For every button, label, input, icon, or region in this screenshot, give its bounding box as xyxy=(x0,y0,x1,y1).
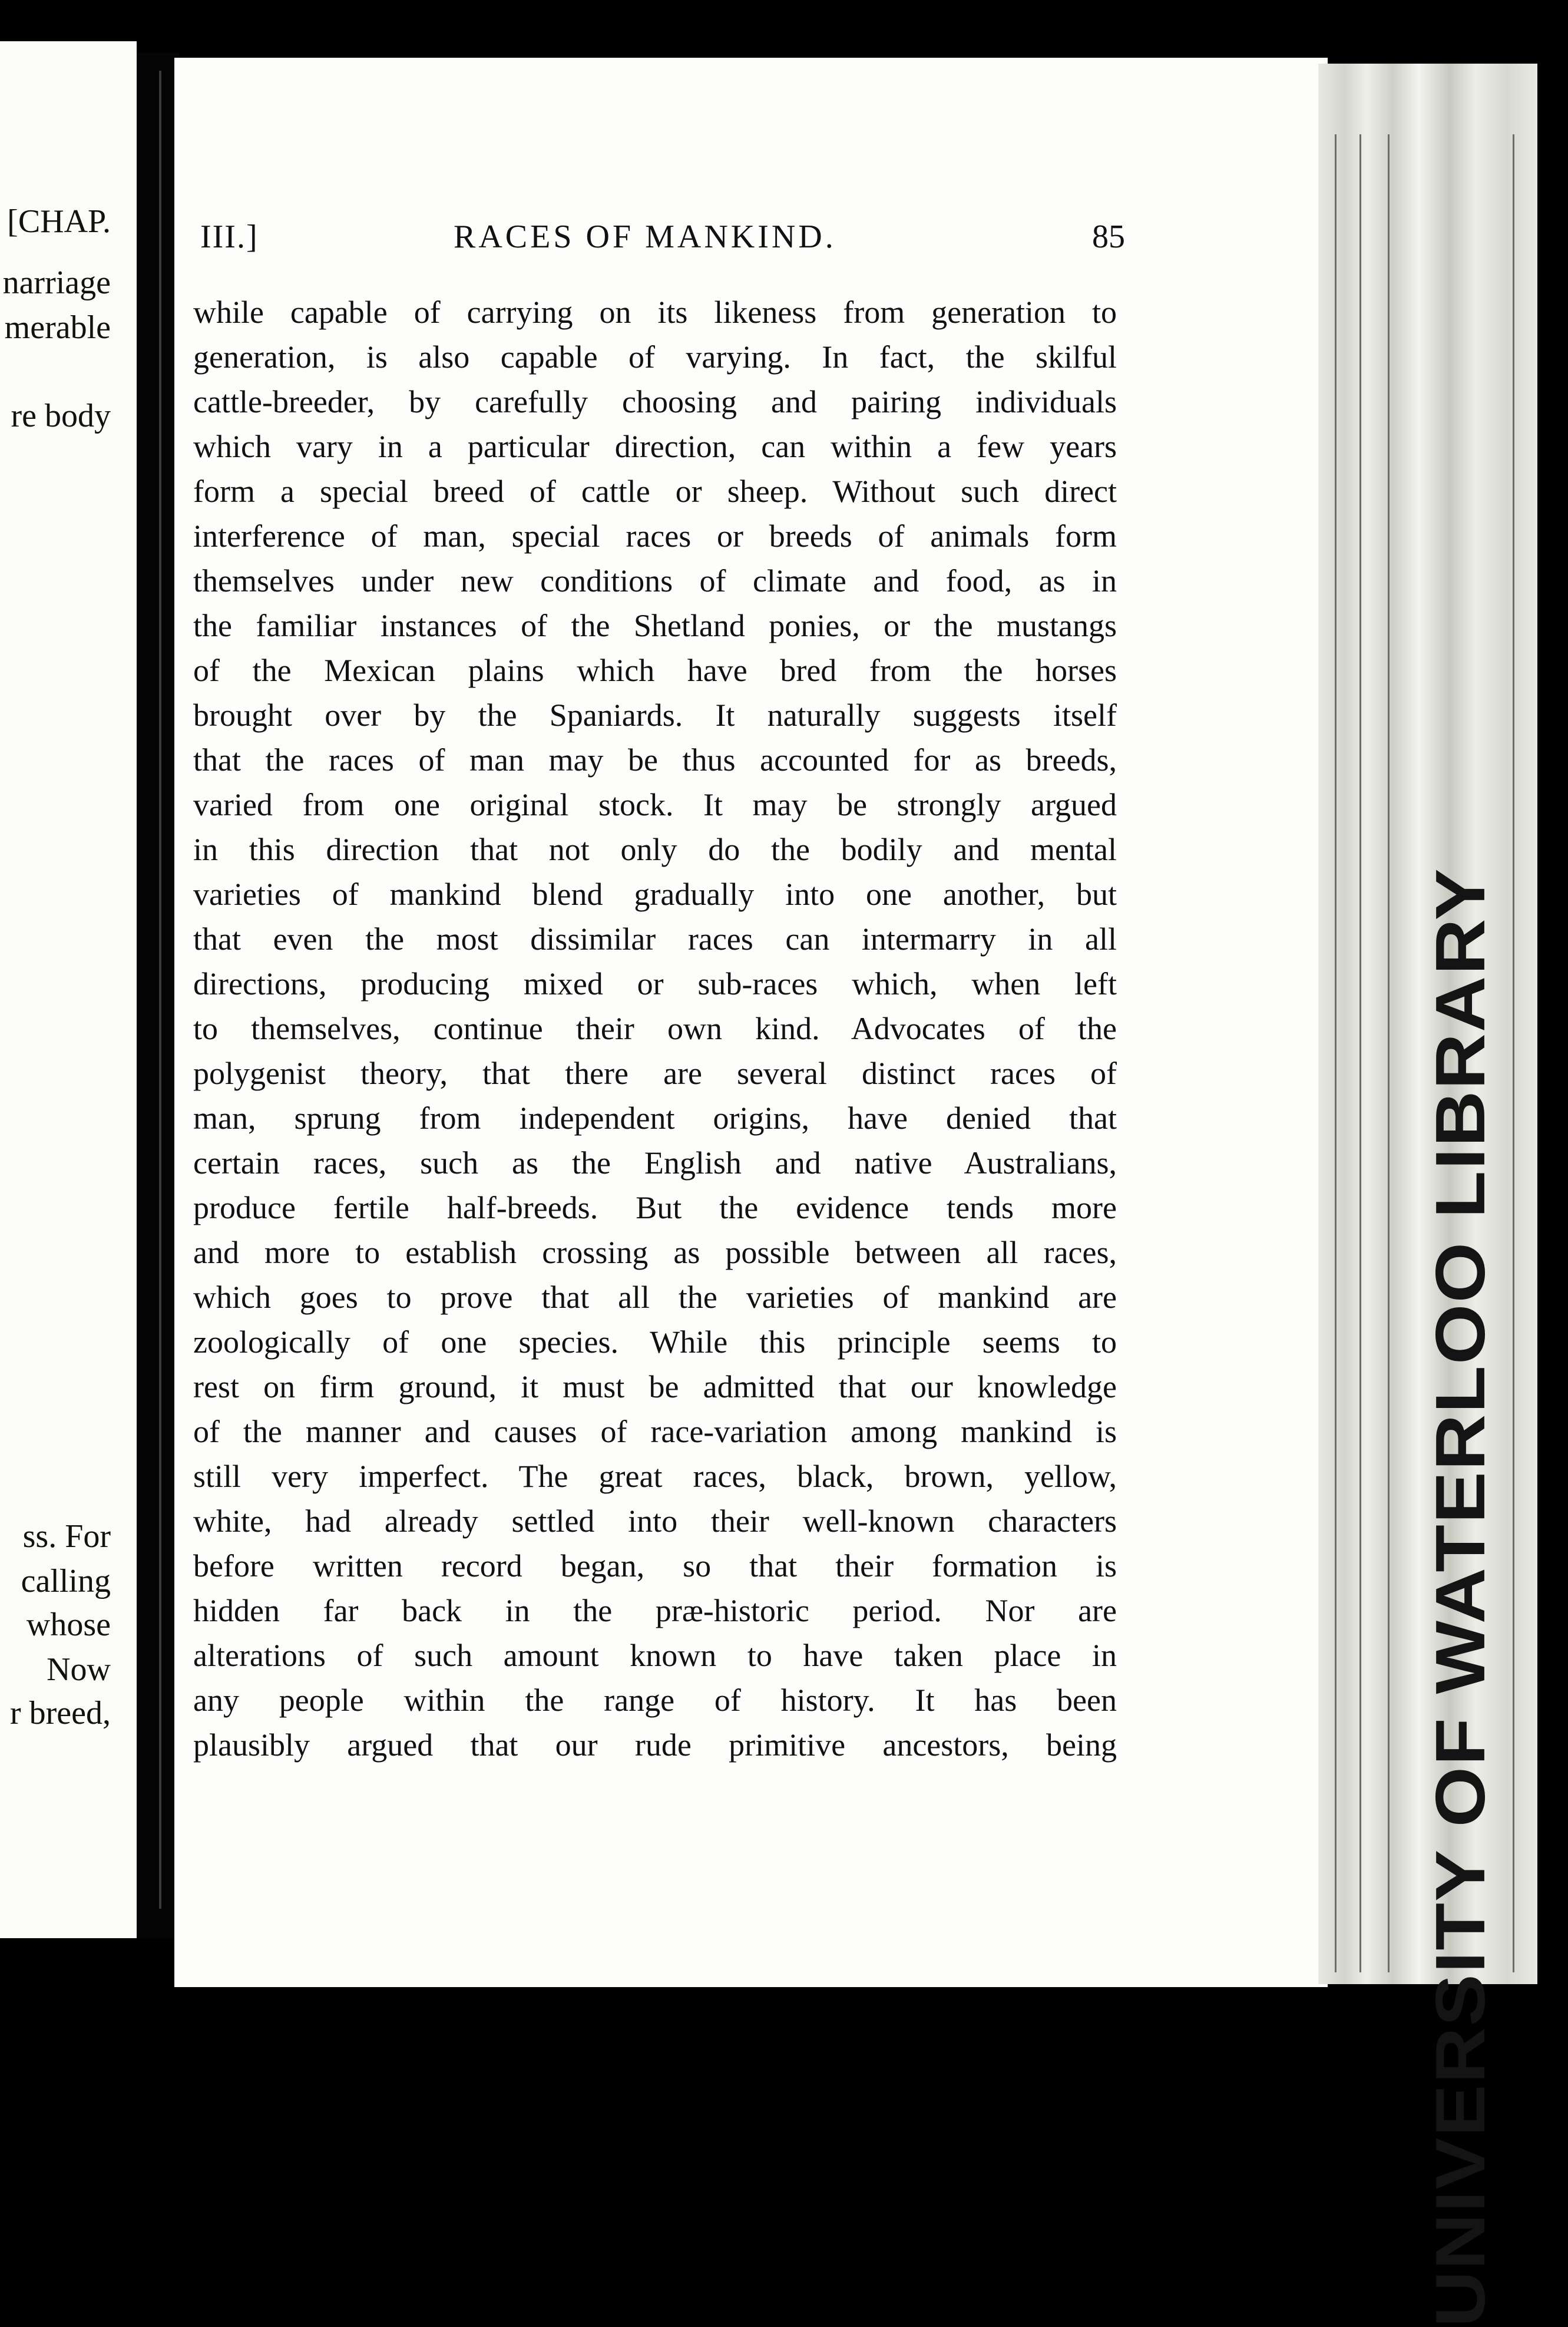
text-line: to themselves, continue their own kind. Advocates of the xyxy=(193,1011,1117,1046)
text-line: which vary in a particular direction, can within a few years xyxy=(193,429,1117,464)
text-line: alterations of such amount known to have taken place in xyxy=(193,1638,1117,1673)
text-line: interference of man, special races or breeds of animals form xyxy=(193,518,1117,554)
text-line: man, sprung from independent origins, have denied that xyxy=(193,1100,1117,1136)
text-line: certain races, such as the English and native Australians, xyxy=(193,1145,1117,1181)
previous-page-text-fragment: ss. For xyxy=(22,1518,111,1555)
page-edge-line xyxy=(1388,134,1390,1972)
text-line: hidden far back in the præ-historic period. Nor are xyxy=(193,1593,1117,1628)
body-text xyxy=(193,290,1117,1767)
text-line: plausibly argued that our rude primitive ancestors, being xyxy=(193,1727,1117,1763)
previous-page-text-fragment: re body xyxy=(11,398,111,434)
page-number: 85 xyxy=(1092,219,1125,255)
gutter-shadow-line xyxy=(159,71,161,1909)
previous-page-text-fragment: calling xyxy=(21,1563,111,1599)
previous-page-header-fragment: [CHAP. xyxy=(7,203,111,240)
running-header xyxy=(200,218,1125,265)
text-line: the familiar instances of the Shetland ponies, or the mustangs xyxy=(193,608,1117,643)
text-line: generation, is also capable of varying. In fact, the skilful xyxy=(193,339,1117,375)
text-line: form a special breed of cattle or sheep. Without such direct xyxy=(193,474,1117,509)
running-title: RACES OF MANKIND. xyxy=(454,219,836,255)
text-line: varieties of mankind blend gradually into one another, but xyxy=(193,877,1117,912)
chapter-marker: III.] xyxy=(200,219,259,255)
text-line: and more to establish crossing as possible between all races, xyxy=(193,1235,1117,1270)
text-line: that the races of man may be thus accounted for as breeds, xyxy=(193,742,1117,778)
text-line: still very imperfect. The great races, black, brown, yellow, xyxy=(193,1459,1117,1494)
text-line: before written record began, so that their formation is xyxy=(193,1548,1117,1584)
page-edge-line xyxy=(1359,134,1361,1972)
book-gutter xyxy=(137,53,179,1938)
page-edge-line xyxy=(1513,134,1514,1972)
text-line: rest on firm ground, it must be admitted that our knowledge xyxy=(193,1369,1117,1404)
previous-page-text-fragment: narriage xyxy=(2,265,111,301)
text-line: of the manner and causes of race-variation among mankind is xyxy=(193,1414,1117,1449)
previous-page-text-fragment: Now xyxy=(47,1651,111,1688)
library-stamp-text: UNIVERSITY OF WATERLOO LIBRARY xyxy=(1421,867,1500,2327)
text-line: which goes to prove that all the varieties of mankind are xyxy=(193,1280,1117,1315)
text-line: of the Mexican plains which have bred from the horses xyxy=(193,653,1117,688)
text-line: cattle-breeder, by carefully choosing and pairing individuals xyxy=(193,384,1117,419)
text-line: directions, producing mixed or sub-races which, when left xyxy=(193,966,1117,1001)
text-line: while capable of carrying on its likeness from generation to xyxy=(193,295,1117,330)
text-line: produce fertile half-breeds. But the evidence tends more xyxy=(193,1190,1117,1225)
text-line: zoologically of one species. While this principle seems to xyxy=(193,1324,1117,1360)
text-line: brought over by the Spaniards. It naturally suggests itself xyxy=(193,698,1117,733)
text-line: in this direction that not only do the bodily and mental xyxy=(193,832,1117,867)
text-line: polygenist theory, that there are several distinct races of xyxy=(193,1056,1117,1091)
text-line: that even the most dissimilar races can intermarry in all xyxy=(193,921,1117,957)
text-line: any people within the range of history. It has been xyxy=(193,1683,1117,1718)
text-line: varied from one original stock. It may be strongly argued xyxy=(193,787,1117,822)
text-line: white, had already settled into their well-known characters xyxy=(193,1503,1117,1539)
text-line: themselves under new conditions of climate and food, as in xyxy=(193,563,1117,599)
page-edge-line xyxy=(1335,134,1337,1972)
previous-page-text-fragment: r breed, xyxy=(9,1695,111,1731)
previous-page-text-fragment: merable xyxy=(4,309,111,346)
previous-page-text-fragment: whose xyxy=(26,1607,111,1643)
previous-page-edge xyxy=(0,41,137,1938)
